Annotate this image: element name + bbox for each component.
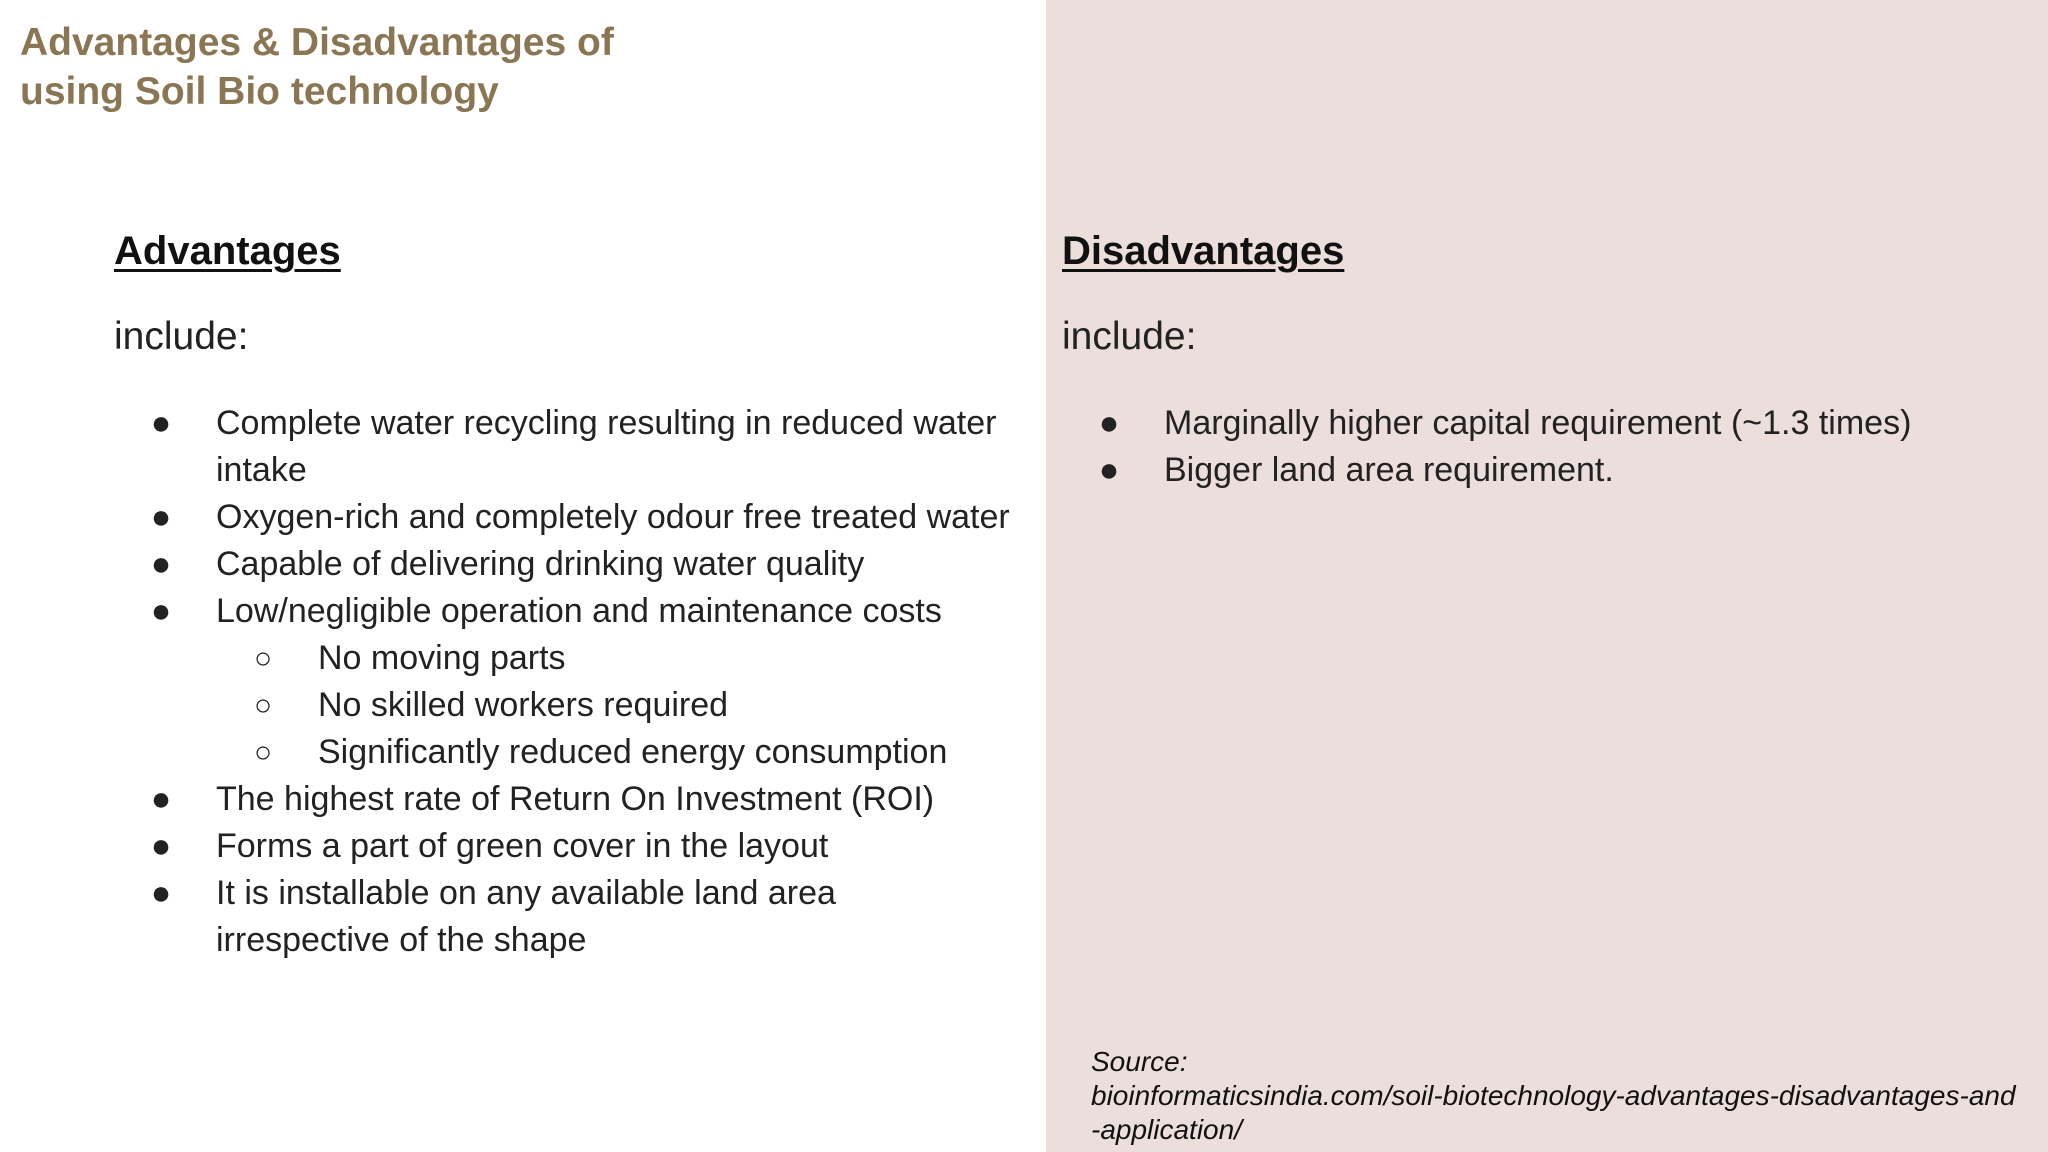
list-item-text: Oxygen-rich and completely odour free treated water [216, 498, 1010, 536]
sub-list-item [114, 682, 1014, 729]
list-item-text: Complete water recycling resulting in reduced water intake [216, 404, 997, 489]
disadvantages-list [1062, 400, 2022, 494]
disadvantages-heading: Disadvantages [1062, 229, 1345, 273]
hollow-bullet-icon: ○ [253, 736, 273, 769]
filled-bullet-icon: ● [1098, 404, 1120, 442]
list-item [114, 494, 1014, 541]
list-item-text: Capable of delivering drinking water quality [216, 545, 865, 583]
filled-bullet-icon: ● [150, 780, 172, 818]
list-item-text: Marginally higher capital requirement (~1.3 times) [1164, 404, 1912, 442]
list-item-text: Low/negligible operation and maintenance costs [216, 592, 942, 630]
advantages-list [114, 400, 1014, 964]
source-label: Source: [1091, 1046, 1188, 1077]
list-item [1062, 400, 2022, 447]
list-item-text: It is installable on any available land area irrespective of the shape [216, 874, 836, 959]
list-item-text: Bigger land area requirement. [1164, 451, 1614, 489]
list-item [114, 870, 1014, 964]
list-item [1062, 447, 2022, 494]
filled-bullet-icon: ● [150, 498, 172, 536]
source-url-line-2: -application/ [1091, 1114, 1242, 1145]
sub-list-item [114, 729, 1014, 776]
list-item [114, 776, 1014, 823]
filled-bullet-icon: ● [150, 827, 172, 865]
filled-bullet-icon: ● [150, 592, 172, 630]
list-item-text: No moving parts [318, 639, 566, 677]
list-item-text: Significantly reduced energy consumption [318, 733, 948, 771]
right-panel [1046, 0, 2048, 1152]
source-citation [1091, 1045, 2031, 1147]
list-item [114, 588, 1014, 635]
slide-title: Advantages & Disadvantages of using Soil Bio technology [20, 21, 614, 113]
list-item-text: Forms a part of green cover in the layout [216, 827, 829, 865]
list-item-text: No skilled workers required [318, 686, 729, 724]
filled-bullet-icon: ● [1098, 451, 1120, 489]
list-item [114, 823, 1014, 870]
list-item [114, 541, 1014, 588]
filled-bullet-icon: ● [150, 545, 172, 583]
filled-bullet-icon: ● [150, 404, 172, 442]
advantages-heading: Advantages [114, 229, 341, 273]
list-item-text: The highest rate of Return On Investment (ROI) [216, 780, 935, 818]
list-item [114, 400, 1014, 494]
hollow-bullet-icon: ○ [253, 689, 273, 722]
disadvantages-intro: include: [1062, 315, 1197, 358]
source-url-line-1: bioinformaticsindia.com/soil-biotechnology-advantages-disadvantages-and [1091, 1080, 2016, 1111]
filled-bullet-icon: ● [150, 874, 172, 912]
advantages-intro: include: [114, 315, 249, 358]
sub-list-item [114, 635, 1014, 682]
hollow-bullet-icon: ○ [253, 642, 273, 675]
